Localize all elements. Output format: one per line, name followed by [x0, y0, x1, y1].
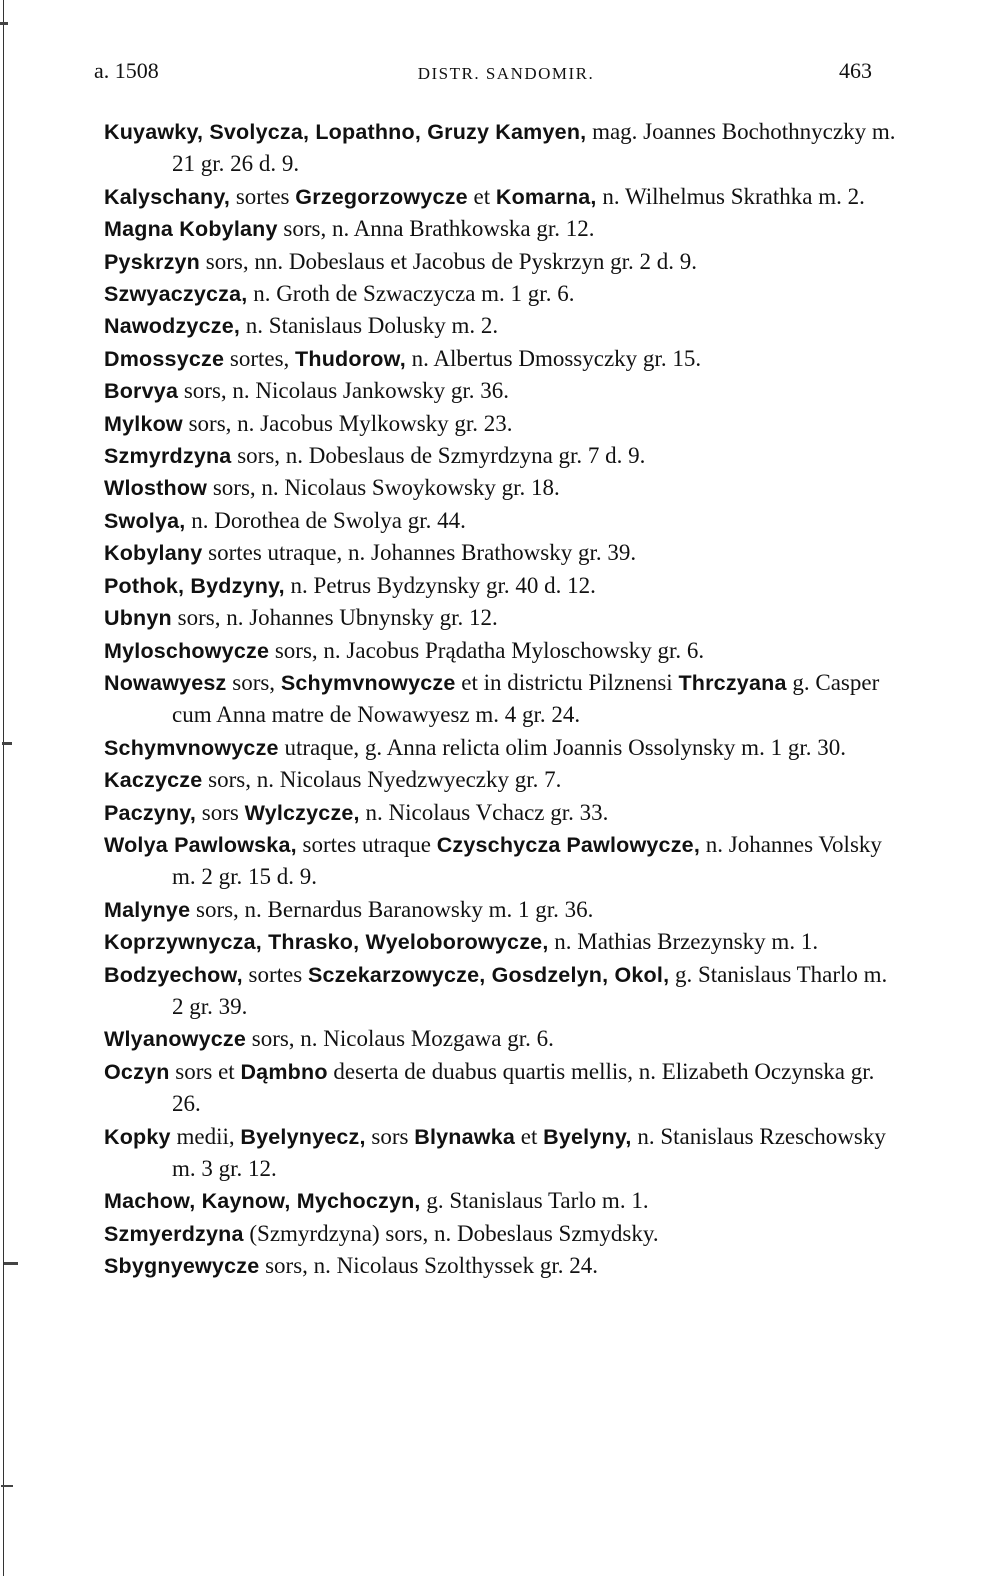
entry-text: sors, n. Jacobus Mylkowsky gr. 23.	[182, 410, 513, 436]
page-number: 463	[839, 58, 872, 83]
register-entry	[104, 667, 904, 732]
place-name: Grzegorzowycze	[295, 184, 468, 209]
entry-text: sors, n. Bernardus Baranowsky m. 1 gr. 36.	[190, 896, 594, 922]
scan-mark	[4, 1262, 18, 1265]
register-entry	[104, 1023, 904, 1055]
place-name: Kaczycze	[104, 768, 203, 793]
place-name: Kobylany	[104, 541, 203, 566]
entry-text: sortes utraque	[296, 831, 437, 857]
place-name: Szmyerdzyna	[104, 1221, 244, 1246]
place-name: Thudorow,	[295, 346, 406, 371]
place-name: Malynye	[104, 897, 191, 922]
place-name: Kuyawky, Svolycza, Lopathno, Gruzy Kamyen,	[104, 120, 587, 144]
entry-text: et	[467, 183, 496, 209]
place-name: Czyschycza	[436, 832, 561, 857]
place-name: Magna Kobylany	[104, 217, 278, 242]
place-name: Komarna,	[495, 184, 597, 209]
entry-text: g. Casper cum Anna matre de Nowawyesz m. 4 gr. 24.	[172, 669, 880, 728]
register-entry	[104, 602, 904, 634]
place-name: Schymvnowycze	[104, 735, 279, 760]
register-entry	[104, 1218, 904, 1250]
register-entry	[104, 959, 904, 1024]
register-entry	[104, 1056, 904, 1121]
entry-text: sors, n. Nicolaus Mozgawa gr. 6.	[246, 1026, 554, 1052]
register-entry	[104, 278, 904, 310]
entry-text: sors, n. Anna Brathkowska gr. 12.	[277, 216, 595, 242]
place-name: Blynawka	[414, 1124, 516, 1149]
entry-text: sortes	[230, 183, 296, 209]
register-entry	[104, 570, 904, 602]
place-name: Dmossycze	[104, 346, 225, 371]
entry-text: deserta de duabus quartis mellis, n. Elizabeth Oczynska gr. 26.	[172, 1058, 875, 1117]
place-name: Koprzywnycza, Thrasko, Wyeloborowycze,	[104, 930, 549, 955]
entry-text: mag. Joannes Bochothnyczky m. 21 gr. 26 d. 9.	[172, 119, 896, 177]
place-name: Sczekarzowycze, Gosdzelyn, Okol,	[307, 962, 670, 987]
entry-text: sors	[365, 1123, 415, 1149]
entry-text: n. Groth de Szwaczycza m. 1 gr. 6.	[247, 281, 575, 307]
place-name: Oczyn	[104, 1059, 170, 1084]
entry-text: sors, n. Jacobus Prądatha Myloschowsky gr. 6.	[269, 637, 705, 663]
running-header	[94, 58, 872, 90]
place-name: Thrczyana	[678, 670, 787, 695]
register-entry	[104, 440, 904, 472]
register-entry	[104, 343, 904, 375]
entry-text: n. Albertus Dmossyczky gr. 15.	[405, 345, 702, 371]
entry-text: sors, n. Nicolaus Swoykowsky gr. 18.	[207, 475, 560, 501]
register-entry	[104, 764, 904, 796]
place-name: Bodzyechow,	[104, 962, 243, 987]
entry-text: g. Stanislaus Tarlo m. 1.	[420, 1188, 649, 1214]
entry-text: sors, n. Nicolaus Szolthyssek gr. 24.	[259, 1253, 598, 1279]
header-year: a. 1508	[94, 58, 159, 83]
entry-text: et in districtu Pilznensi	[455, 669, 679, 695]
register-entries	[104, 116, 904, 1283]
place-name: Schymvnowycze	[280, 670, 456, 695]
entry-text: n. Johannes Volsky m. 2 gr. 15 d. 9.	[172, 831, 882, 890]
entry-text: n. Stanislaus Rzeschowsky m. 3 gr. 12.	[172, 1123, 886, 1181]
register-entry	[104, 310, 904, 342]
entry-text: utraque, g. Anna relicta olim Joannis Ossolynsky m. 1 gr. 30.	[278, 734, 846, 760]
place-name: Pothok, Bydzyny,	[104, 573, 285, 598]
place-name: Nawodzycze,	[104, 314, 241, 339]
header-district: DISTR. SANDOMIR.	[417, 64, 595, 83]
place-name: Swolya,	[104, 508, 186, 533]
register-entry	[104, 635, 904, 667]
entry-text: medii,	[170, 1123, 241, 1149]
scan-binding-edge	[3, 0, 4, 1576]
register-entry	[104, 1250, 904, 1282]
entry-text: (Szmyrdzyna) sors, n. Dobeslaus Szmydsky.	[243, 1220, 659, 1246]
entry-text: sors, n. Dobeslaus de Szmyrdzyna gr. 7 d. 9.	[231, 443, 646, 469]
place-name: Wlosthow	[104, 476, 208, 501]
entry-text: n. Nicolaus Vchacz gr. 33.	[359, 799, 609, 825]
entry-text: sortes,	[224, 345, 296, 371]
entry-text: n. Stanislaus Dolusky m. 2.	[240, 313, 499, 339]
scan-mark	[1, 1485, 13, 1487]
scan-mark	[2, 742, 12, 745]
register-entry	[104, 732, 904, 764]
register-entry	[104, 116, 904, 181]
register-entry	[104, 797, 904, 829]
place-name: Pawlowycze,	[566, 832, 700, 857]
place-name: Wolya Pawlowska,	[104, 832, 297, 857]
register-entry	[104, 537, 904, 569]
entry-text: n. Petrus Bydzynsky gr. 40 d. 12.	[284, 572, 596, 598]
place-name: Ubnyn	[104, 606, 172, 631]
entry-text: sors, nn. Dobeslaus et Jacobus de Pyskrzyn gr. 2 d. 9.	[200, 248, 698, 274]
place-name: Machow, Kaynow, Mychoczyn,	[104, 1189, 421, 1214]
place-name: Borvya	[104, 379, 179, 404]
place-name: Nowawyesz	[104, 670, 227, 695]
entry-text: sortes utraque, n. Johannes Brathowsky gr. 39.	[202, 540, 637, 566]
register-entry	[104, 408, 904, 440]
place-name: Szmyrdzyna	[104, 444, 232, 469]
register-entry	[104, 894, 904, 926]
entry-text: sortes	[242, 961, 308, 987]
place-name: Wylczycze,	[244, 800, 360, 825]
entry-text: sors, n. Nicolaus Jankowsky gr. 36.	[178, 378, 510, 404]
entry-text: sors et	[169, 1058, 241, 1084]
scan-mark	[0, 22, 8, 25]
register-entry	[104, 505, 904, 537]
register-entry	[104, 375, 904, 407]
place-name: Myloschowycze	[104, 638, 270, 663]
entry-text: sors, n. Johannes Ubnynsky gr. 12.	[171, 605, 498, 631]
place-name: Paczyny,	[104, 800, 197, 825]
entry-text: n. Mathias Brzezynsky m. 1.	[548, 929, 819, 955]
register-entry	[104, 1185, 904, 1217]
entry-text: n. Wilhelmus Skrathka m. 2.	[596, 183, 865, 209]
entry-text: sors, n. Nicolaus Nyedzwyeczky gr. 7.	[202, 767, 562, 793]
entry-text: et	[515, 1123, 544, 1149]
register-entry	[104, 472, 904, 504]
register-entry	[104, 1121, 904, 1186]
entry-text: sors	[196, 799, 245, 825]
place-name: Kalyschany,	[104, 184, 231, 209]
entry-text: g. Stanislaus Tharlo m. 2 gr. 39.	[172, 961, 888, 1019]
place-name: Dąmbno	[240, 1059, 328, 1084]
place-name: Pyskrzyn	[104, 249, 201, 274]
register-entry	[104, 829, 904, 894]
register-entry	[104, 926, 904, 958]
register-entry	[104, 181, 904, 213]
place-name: Szwyaczycza,	[104, 282, 248, 307]
place-name: Kopky	[104, 1124, 171, 1149]
register-entry	[104, 246, 904, 278]
entry-text: sors,	[226, 669, 281, 695]
entry-text: n. Dorothea de Swolya gr. 44.	[185, 507, 466, 533]
place-name: Sbygnyewycze	[104, 1254, 260, 1279]
place-name: Byelyny,	[543, 1124, 632, 1149]
register-entry	[104, 213, 904, 245]
place-name: Byelynyecz,	[240, 1124, 366, 1149]
place-name: Wlyanowycze	[104, 1027, 246, 1052]
place-name: Mylkow	[104, 411, 183, 436]
